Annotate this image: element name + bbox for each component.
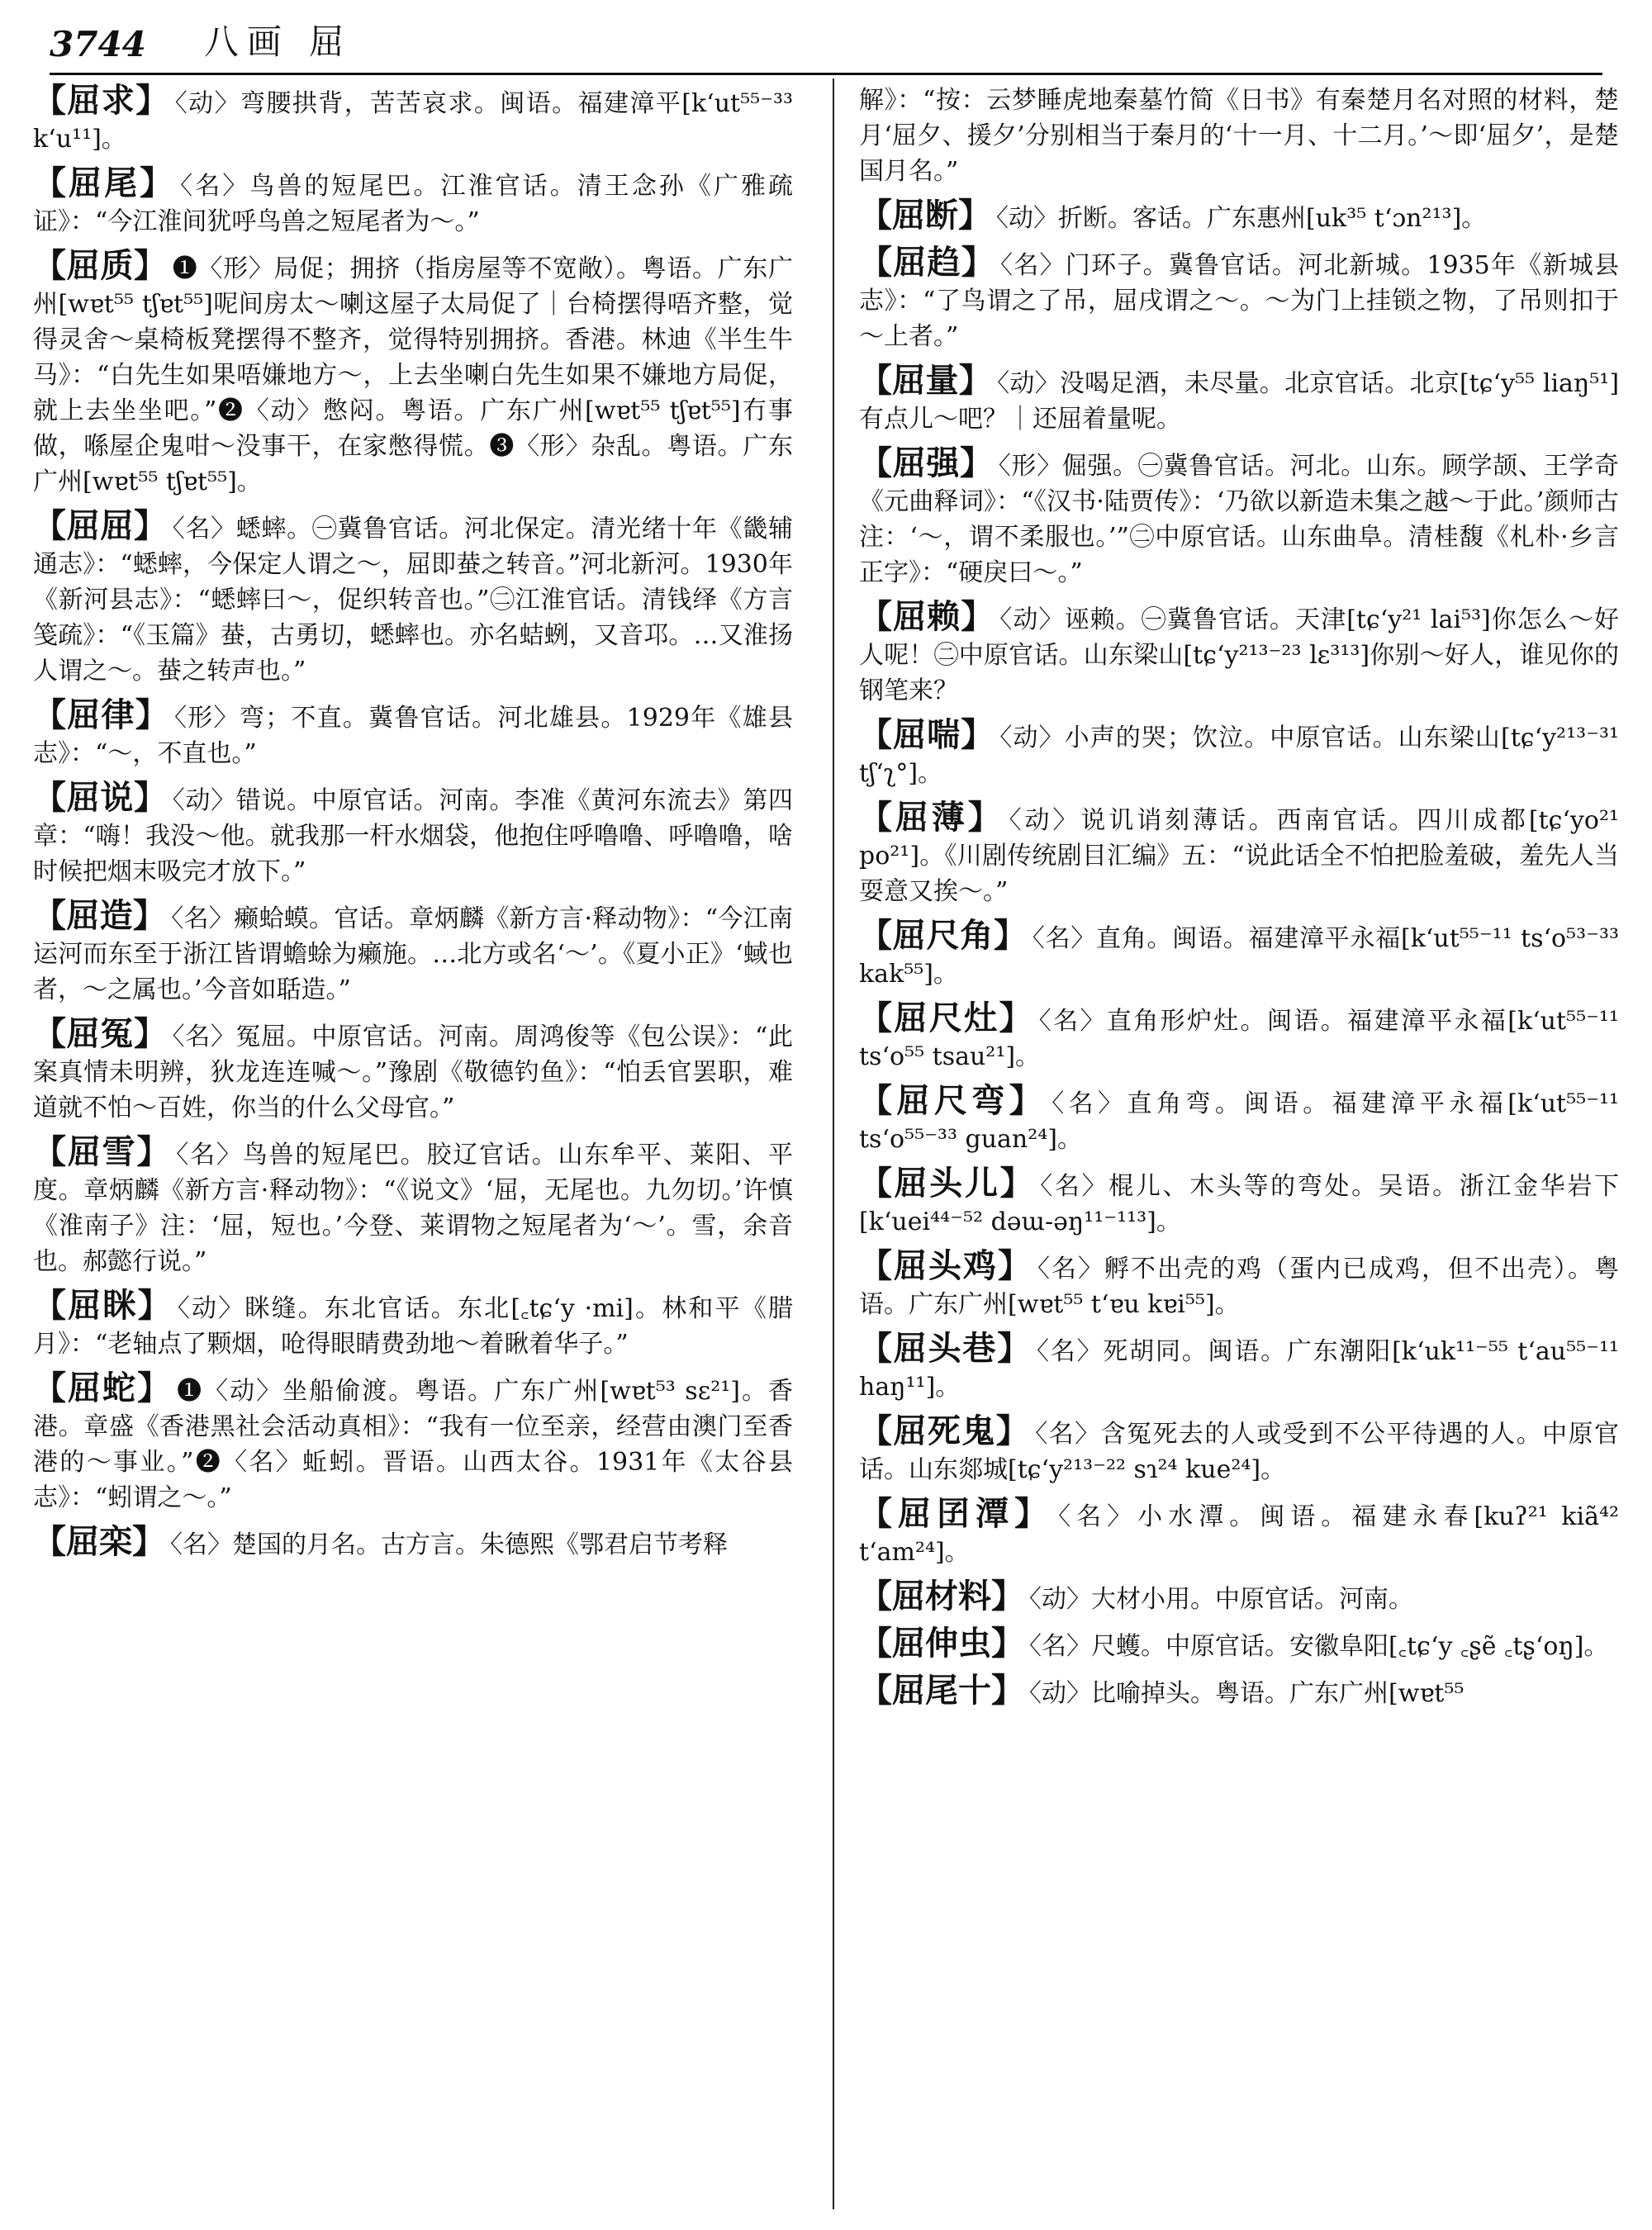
left-column — [33, 83, 793, 2205]
page-number: 3744 — [50, 24, 146, 64]
entry-definition: 〈动〉弯腰拱背，苦苦哀求。闽语。福建漳平[kʻut⁵⁵⁻³³ kʻu¹¹]。 — [33, 89, 793, 154]
dictionary-entry — [859, 1248, 1619, 1322]
entry-definition: 〈名〉尺蠖。中原官话。安徽阜阳[꜀tɕʻy ꜀ʂẽ ꜀tʂʻoŋ]。 — [1029, 1632, 1609, 1661]
dictionary-entry — [33, 508, 793, 689]
dictionary-entry — [33, 780, 793, 890]
entry-headword: 【屈趋】 — [859, 243, 996, 282]
entry-headword: 【屈头巷】 — [859, 1329, 1032, 1368]
entry-definition: 〈名〉鸟兽的短尾巴。江淮官话。清王念孙《广雅疏证》：“今江淮间犹呼鸟兽之短尾者为～。” — [33, 172, 793, 236]
dictionary-entry — [859, 1083, 1619, 1157]
dictionary-entry — [859, 599, 1619, 709]
entry-definition: 〈名〉直角。闽语。福建漳平永福[kʻut⁵⁵⁻¹¹ tsʻo⁵³⁻³³ kak⁵⁵]。 — [859, 924, 1619, 989]
entry-headword: 【屈喘】 — [859, 715, 995, 754]
dictionary-entry — [33, 1016, 793, 1126]
entry-definition: ❶〈动〉坐船偷渡。粤语。广东广州[wɐt⁵³ sɛ²¹]。香港。章盛《香港黑社会活动真相》：“我有一位至亲，经营由澳门至香港的～事业。”❷〈名〉蚯蚓。晋语。山西太谷。1931年《太谷县志》：“蚓谓之～。” — [33, 1377, 793, 1512]
entry-headword: 【屈尾十】 — [859, 1671, 1024, 1710]
dictionary-entry — [859, 1413, 1619, 1487]
dictionary-entry — [859, 717, 1619, 791]
entry-headword: 【屈尺弯】 — [859, 1081, 1047, 1120]
entry-definition: 〈名〉死胡同。闽语。广东潮阳[kʻuk¹¹⁻⁵⁵ tʻau⁵⁵⁻¹¹ haŋ¹¹]。 — [859, 1337, 1619, 1402]
entry-headword: 【屈栾】 — [33, 1522, 165, 1561]
entry-headword: 【屈眯】 — [33, 1286, 173, 1325]
entry-definition: 〈动〉说讥诮刻薄话。西南官话。四川成都[tɕʻyo²¹ po²¹]。《川剧传统剧目汇编》五：“说此话全不怕把脸羞破，羞先人当耍意又挨～。” — [859, 806, 1619, 906]
column-divider — [833, 78, 834, 2209]
entry-definition: 〈形〉弯；不直。冀鲁官话。河北雄县。1929年《雄县志》：“～，不直也。” — [33, 704, 793, 768]
continued-entry-text — [859, 83, 1619, 189]
dictionary-entry — [33, 248, 793, 500]
entry-headword: 【屈造】 — [33, 896, 167, 935]
entry-definition: 〈形〉倔强。㊀冀鲁官话。河北。山东。顾学颉、王学奇《元曲释词》：“《汉书·陆贾传》：‘乃欲以新造未集之越～于此。’颜师古注：‘～，谓不柔服也。’”㊁中原官话。山东曲阜。清桂馥《札朴·乡言正字》：“硬戾曰～。” — [859, 452, 1619, 587]
dictionary-entry — [859, 1672, 1619, 1711]
entry-definition: 〈名〉含冤死去的人或受到不公平待遇的人。中原官话。山东郯城[tɕʻy²¹³⁻²² sɿ²⁴ kue²⁴]。 — [859, 1420, 1619, 1484]
dictionary-entry — [33, 697, 793, 771]
dictionary-entry — [33, 1370, 793, 1516]
entry-headword: 【屈材料】 — [859, 1577, 1024, 1616]
entry-headword: 【屈死鬼】 — [859, 1412, 1031, 1450]
dictionary-entry — [859, 445, 1619, 591]
entry-definition: 〈名〉直角弯。闽语。福建漳平永福[kʻut⁵⁵⁻¹¹ tsʻo⁵⁵⁻³³ guan²⁴]。 — [859, 1089, 1619, 1154]
entry-headword: 【屈赖】 — [859, 597, 995, 636]
entry-definition: 〈动〉折断。客话。广东惠州[uk³⁵ tʻɔn²¹³]。 — [996, 204, 1487, 233]
entry-definition: 〈名〉冤屈。中原官话。河南。周鸿俊等《包公误》：“此案真情未明辨，狄龙连连喊～。”豫剧《敬德钓鱼》：“怕丢官罢职，难道就不怕～百姓，你当的什么父母官。” — [33, 1022, 793, 1122]
dictionary-entry — [859, 1496, 1619, 1570]
dictionary-entry — [859, 363, 1619, 437]
entry-headword: 【屈头儿】 — [859, 1164, 1036, 1203]
dictionary-entry — [859, 1625, 1619, 1664]
dictionary-entry — [33, 898, 793, 1008]
entry-headword: 【屈强】 — [859, 444, 994, 482]
entry-definition: 〈名〉蟋蟀。㊀冀鲁官话。河北保定。清光绪十年《畿辅通志》：“蟋蟀，今保定人谓之～，屈即蛬之转音。”河北新河。1930年《新河县志》：“蟋蟀曰～，促织转音也。”㊁江淮官话。清钱绎《方言笺疏》：“《玉篇》蛬，古勇切，蟋蟀也。亦名蛣蛚，又音邛。…又淮扬人谓之～。蛬之转声也。” — [33, 515, 793, 686]
entry-definition: 〈名〉楚国的月名。古方言。朱德熙《鄂君启节考释 — [170, 1530, 728, 1559]
dictionary-entry — [33, 1134, 793, 1279]
dictionary-entry — [859, 1000, 1619, 1075]
dictionary-entry — [859, 1578, 1619, 1617]
entry-headword: 【屈断】 — [859, 196, 991, 235]
right-column — [859, 83, 1619, 2205]
dictionary-entry — [33, 1524, 793, 1563]
entry-headword: 【屈冤】 — [33, 1014, 168, 1053]
entry-definition: 〈动〉大材小用。中原官话。河南。 — [1029, 1585, 1413, 1614]
entry-headword: 【屈尺灶】 — [859, 999, 1034, 1037]
entry-headword: 【屈律】 — [33, 695, 170, 734]
dictionary-entry — [859, 1331, 1619, 1405]
entry-headword: 【屈质】 — [33, 246, 168, 285]
entry-definition: 〈名〉孵不出壳的鸡（蛋内已成鸡，但不出壳）。粤语。广东广州[wɐt⁵⁵ tʻɐu kɐi⁵⁵]。 — [859, 1255, 1619, 1319]
entry-definition: 〈动〉小声的哭；饮泣。中原官话。山东梁山[tɕʻy²¹³⁻³¹ tʃʻʅ°]。 — [859, 724, 1619, 788]
entry-headword: 【屈尺角】 — [859, 916, 1028, 955]
entry-definition: 〈动〉比喻掉头。粤语。广东广州[wɐt⁵⁵ — [1029, 1679, 1464, 1708]
entry-headword: 【屈雪】 — [33, 1132, 172, 1171]
entry-headword: 【屈伸虫】 — [859, 1624, 1024, 1663]
page-header — [50, 15, 1602, 75]
entry-continuation: 解》：“按：云梦睡虎地秦墓竹简《日书》有秦楚月名对照的材料，楚月‘屈夕、援夕’分别相当于秦月的‘十一月、十二月。’～即‘屈夕’，是楚国月名。” — [859, 86, 1619, 186]
entry-definition: 〈动〉诬赖。㊀冀鲁官话。天津[tɕʻy²¹ lai⁵³]你怎么～好人呢！㊁中原官话。山东梁山[tɕʻy²¹³⁻²³ lɛ³¹³]你别～好人，谁见你的钢笔来？ — [859, 605, 1619, 705]
entry-definition: ❶〈形〉局促；拥挤（指房屋等不宽敞）。粤语。广东广州[wɐt⁵⁵ tʃɐt⁵⁵]呢间房太～喇这屋子太局促了｜台椅摆得唔齐整，觉得灵舍～桌椅板凳摆得不整齐，觉得特别拥挤。香港。林迪《半生牛马》：“白先生如果唔嫌地方～，上去坐喇白先生如果不嫌地方局促，就上去坐坐吧。”❷〈动〉憋闷。粤语。广东广州[wɐt⁵⁵ tʃɐt⁵⁵]冇事做，喺屋企鬼咁～没事干，在家憋得慌。❸〈形〉杂乱。粤语。广东广州[wɐt⁵⁵ tʃɐt⁵⁵]。 — [33, 254, 793, 496]
dictionary-entry — [859, 244, 1619, 354]
entry-definition: 〈名〉棍儿、木头等的弯处。吴语。浙江金华岩下[kʻuei⁴⁴⁻⁵² dəɯ-əŋ¹¹⁻¹¹³]。 — [859, 1172, 1619, 1236]
dictionary-entry — [859, 918, 1619, 992]
running-head: 八画 屈 — [203, 21, 353, 62]
entry-headword: 【屈薄】 — [859, 798, 1004, 837]
dictionary-entry — [33, 83, 793, 157]
entry-headword: 【屈尾】 — [33, 164, 176, 202]
entry-definition: 〈名〉癞蛤蟆。官话。章炳麟《新方言·释动物》：“今江南运河而东至于浙江皆谓蟾蜍为癞施。…北方或名‘～’。《夏小正》‘蜮也者，～之属也。’今音如聒造。” — [33, 904, 793, 1004]
entry-definition: 〈动〉没喝足酒，未尽量。北京官话。北京[tɕʻy⁵⁵ liaŋ⁵¹]有点儿～吧？｜还屈着量呢。 — [859, 369, 1619, 434]
entry-definition: 〈名〉直角形炉灶。闽语。福建漳平永福[kʻut⁵⁵⁻¹¹ tsʻo⁵⁵ tsau²¹]。 — [859, 1007, 1619, 1071]
entry-definition: 〈名〉小水潭。闽语。福建永春[kuʔ²¹ kiã⁴² tʻam²⁴]。 — [859, 1502, 1619, 1567]
entry-headword: 【屈量】 — [859, 361, 993, 400]
entry-headword: 【屈屈】 — [33, 506, 168, 545]
entry-definition: 〈动〉眯缝。东北官话。东北[꜀tɕʻy ·mi]。林和平《腊月》：“老轴点了颗烟，呛得眼睛费劲地～着瞅着华子。” — [33, 1294, 793, 1359]
entry-definition: 〈名〉鸟兽的短尾巴。胶辽官话。山东牟平、莱阳、平度。章炳麟《新方言·释动物》：“《说文》‘屈，无尾也。九勿切。’许慎《淮南子》注：‘屈，短也。’今登、莱谓物之短尾者为‘～’。雪，余音也。郝懿行说。” — [33, 1141, 793, 1276]
entry-headword: 【屈囝潭】 — [859, 1494, 1054, 1533]
dictionary-entry — [859, 799, 1619, 909]
entry-headword: 【屈头鸡】 — [859, 1246, 1032, 1285]
entry-headword: 【屈说】 — [33, 778, 168, 817]
entry-headword: 【屈求】 — [33, 83, 170, 120]
dictionary-entry — [33, 165, 793, 240]
dictionary-entry — [859, 1165, 1619, 1240]
dictionary-entry — [859, 197, 1619, 236]
entry-headword: 【屈蛇】 — [33, 1369, 173, 1407]
dictionary-entry — [33, 1288, 793, 1362]
entry-definition: 〈名〉门环子。冀鲁官话。河北新城。1935年《新城县志》：“了鸟谓之了吊，屈戌谓之～。～为门上挂锁之物，了吊则扣于～上者。” — [859, 251, 1619, 351]
entry-definition: 〈动〉错说。中原官话。河南。李准《黄河东流去》第四章：“嗨！我没～他。就我那一杆水烟袋，他抱住呼噜噜、呼噜噜，啥时候把烟末吸完才放下。” — [33, 786, 793, 886]
